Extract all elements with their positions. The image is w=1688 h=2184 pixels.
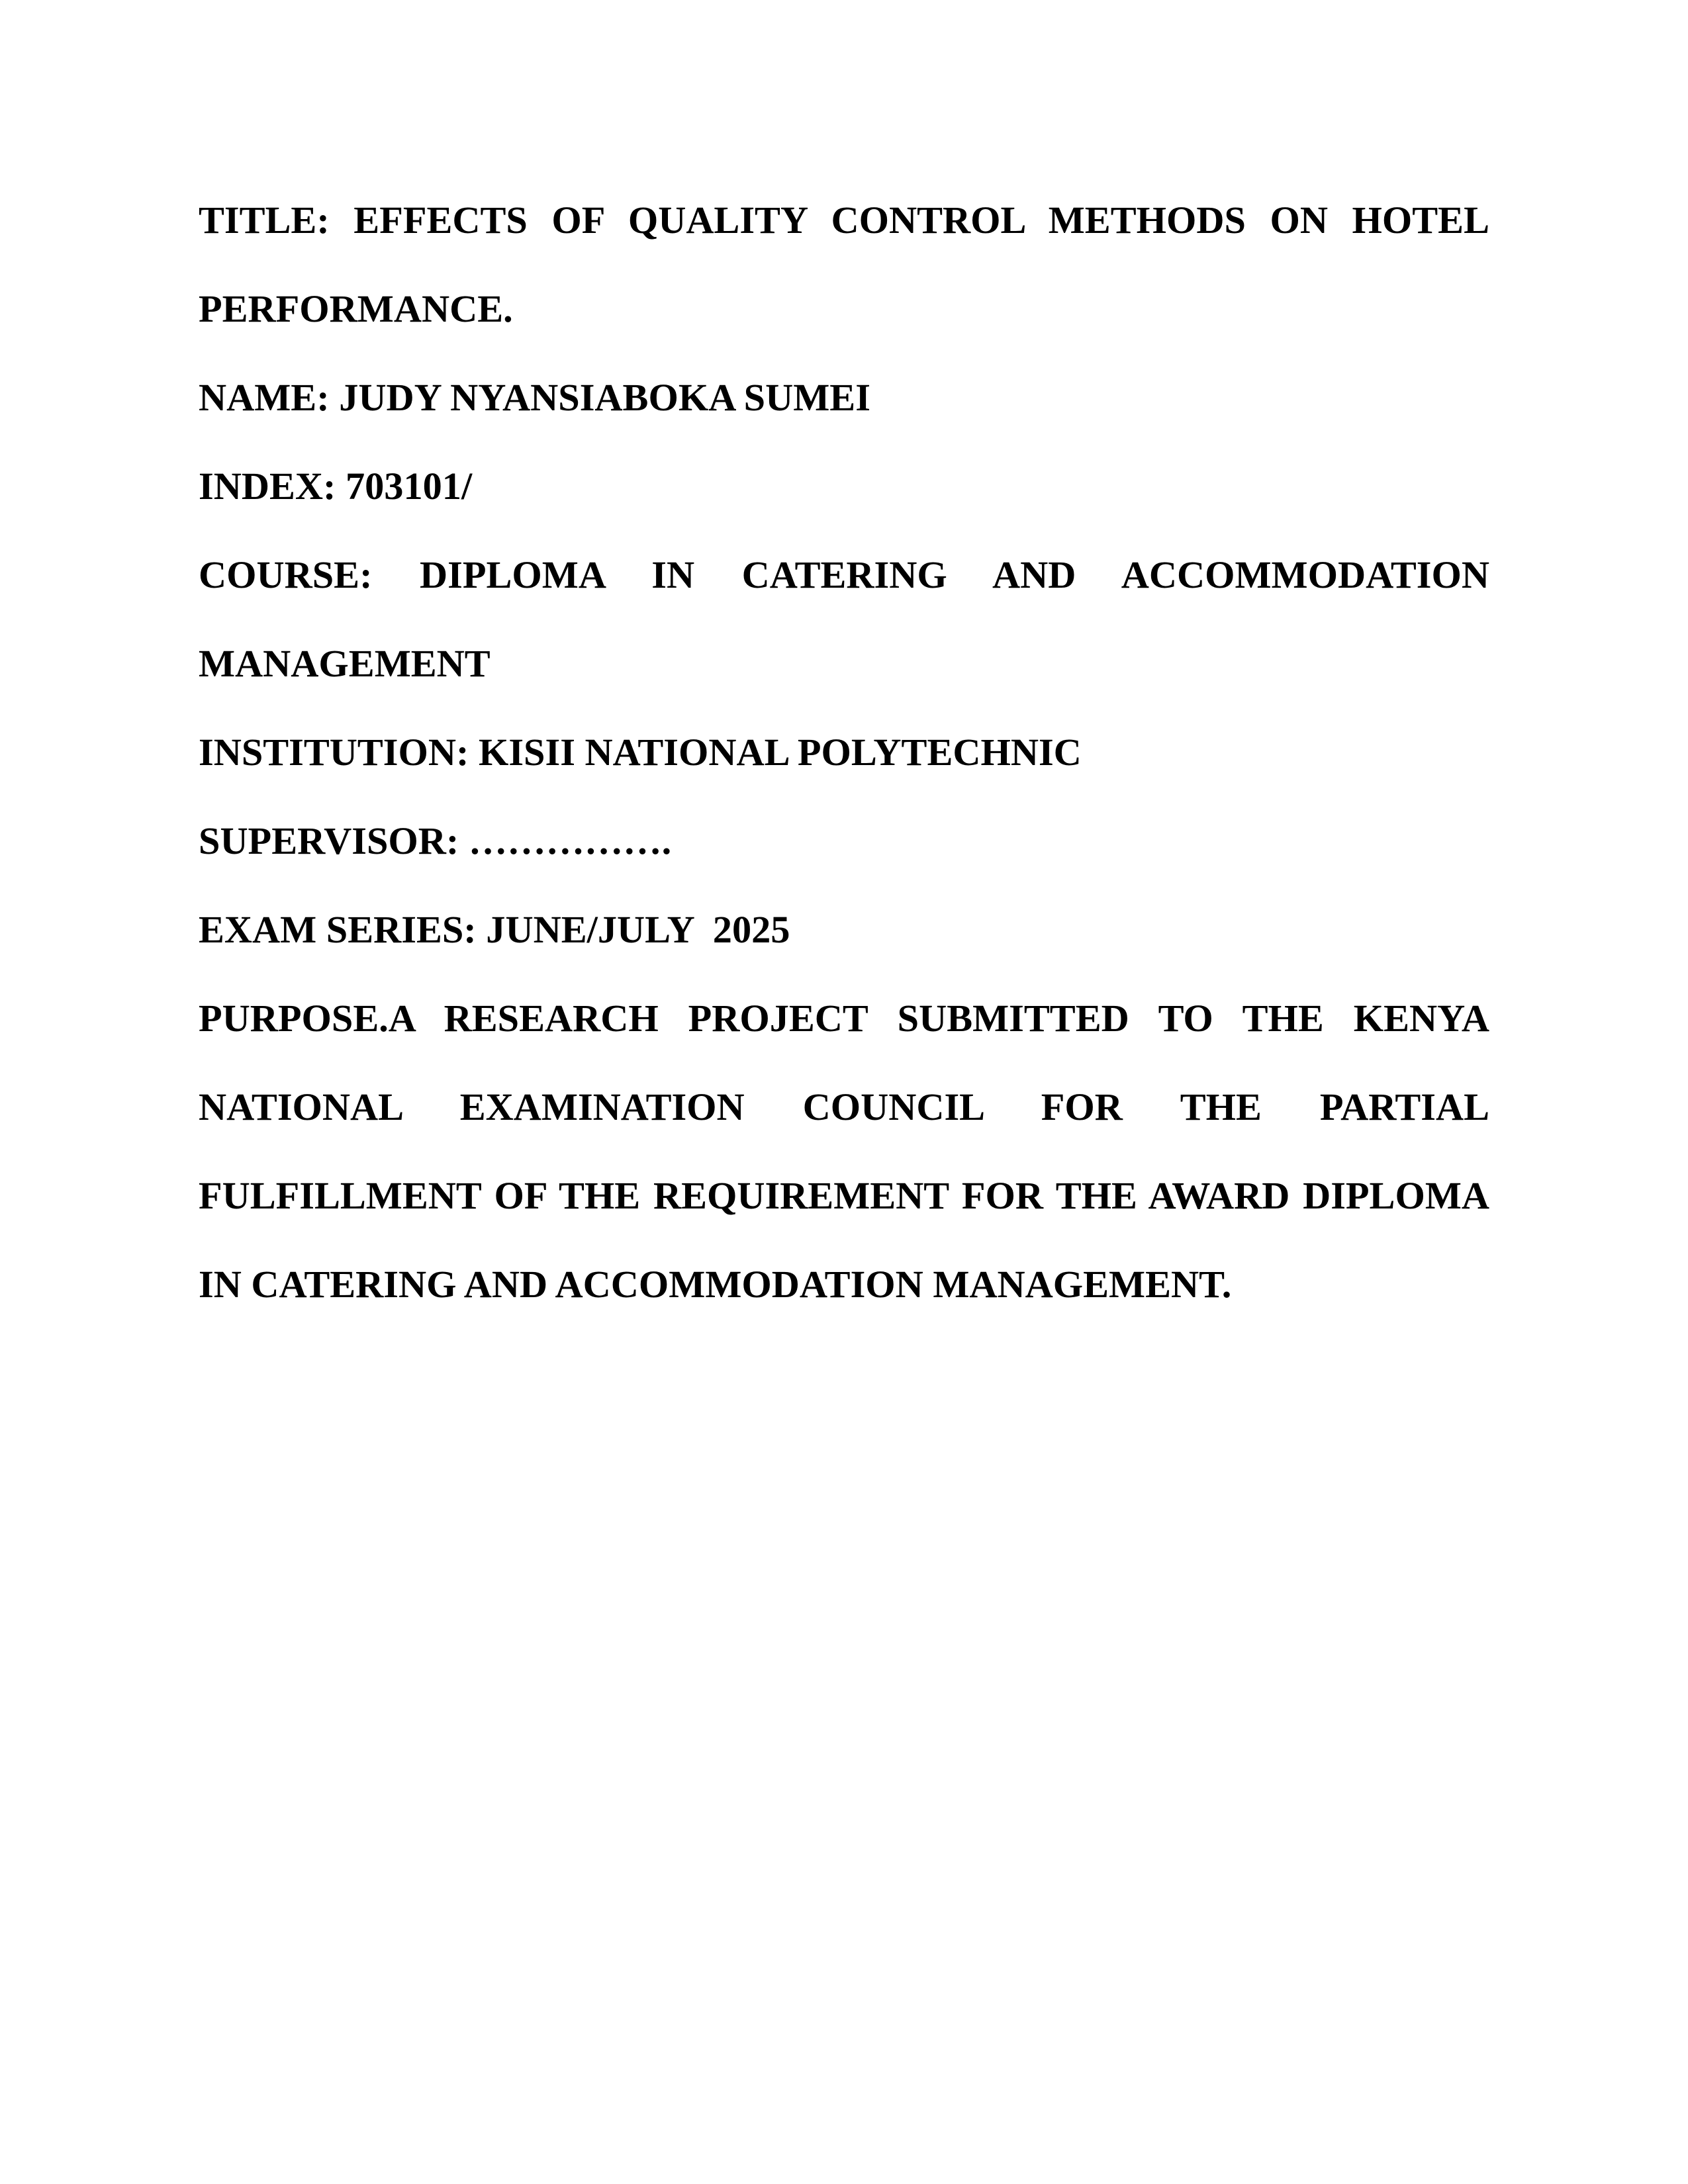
title-line-1: TITLE: EFFECTS OF QUALITY CONTROL METHODS ON HOTEL <box>199 199 1489 242</box>
purpose-line-1: PURPOSE.A RESEARCH PROJECT SUBMITTED TO THE KENYA <box>199 997 1489 1040</box>
course-line-1: COURSE: DIPLOMA IN CATERING AND ACCOMMODATION <box>199 553 1489 596</box>
purpose-line-3: FULFILLMENT OF THE REQUIREMENT FOR THE AWARD DIPLOMA <box>199 1174 1489 1217</box>
supervisor-line: SUPERVISOR: ……………. <box>199 819 672 862</box>
index-line: INDEX: 703101/ <box>199 465 473 508</box>
cover-page-text <box>199 176 1489 1329</box>
name-line: NAME: JUDY NYANSIABOKA SUMEI <box>199 376 870 419</box>
institution-line: INSTITUTION: KISII NATIONAL POLYTECHNIC <box>199 731 1082 774</box>
purpose-line-4: IN CATERING AND ACCOMMODATION MANAGEMENT. <box>199 1263 1232 1306</box>
course-line-2: MANAGEMENT <box>199 642 491 685</box>
exam-series-line: EXAM SERIES: JUNE/JULY 2025 <box>199 908 790 951</box>
purpose-line-2: NATIONAL EXAMINATION COUNCIL FOR THE PARTIAL <box>199 1085 1489 1128</box>
title-line-2: PERFORMANCE. <box>199 287 513 330</box>
